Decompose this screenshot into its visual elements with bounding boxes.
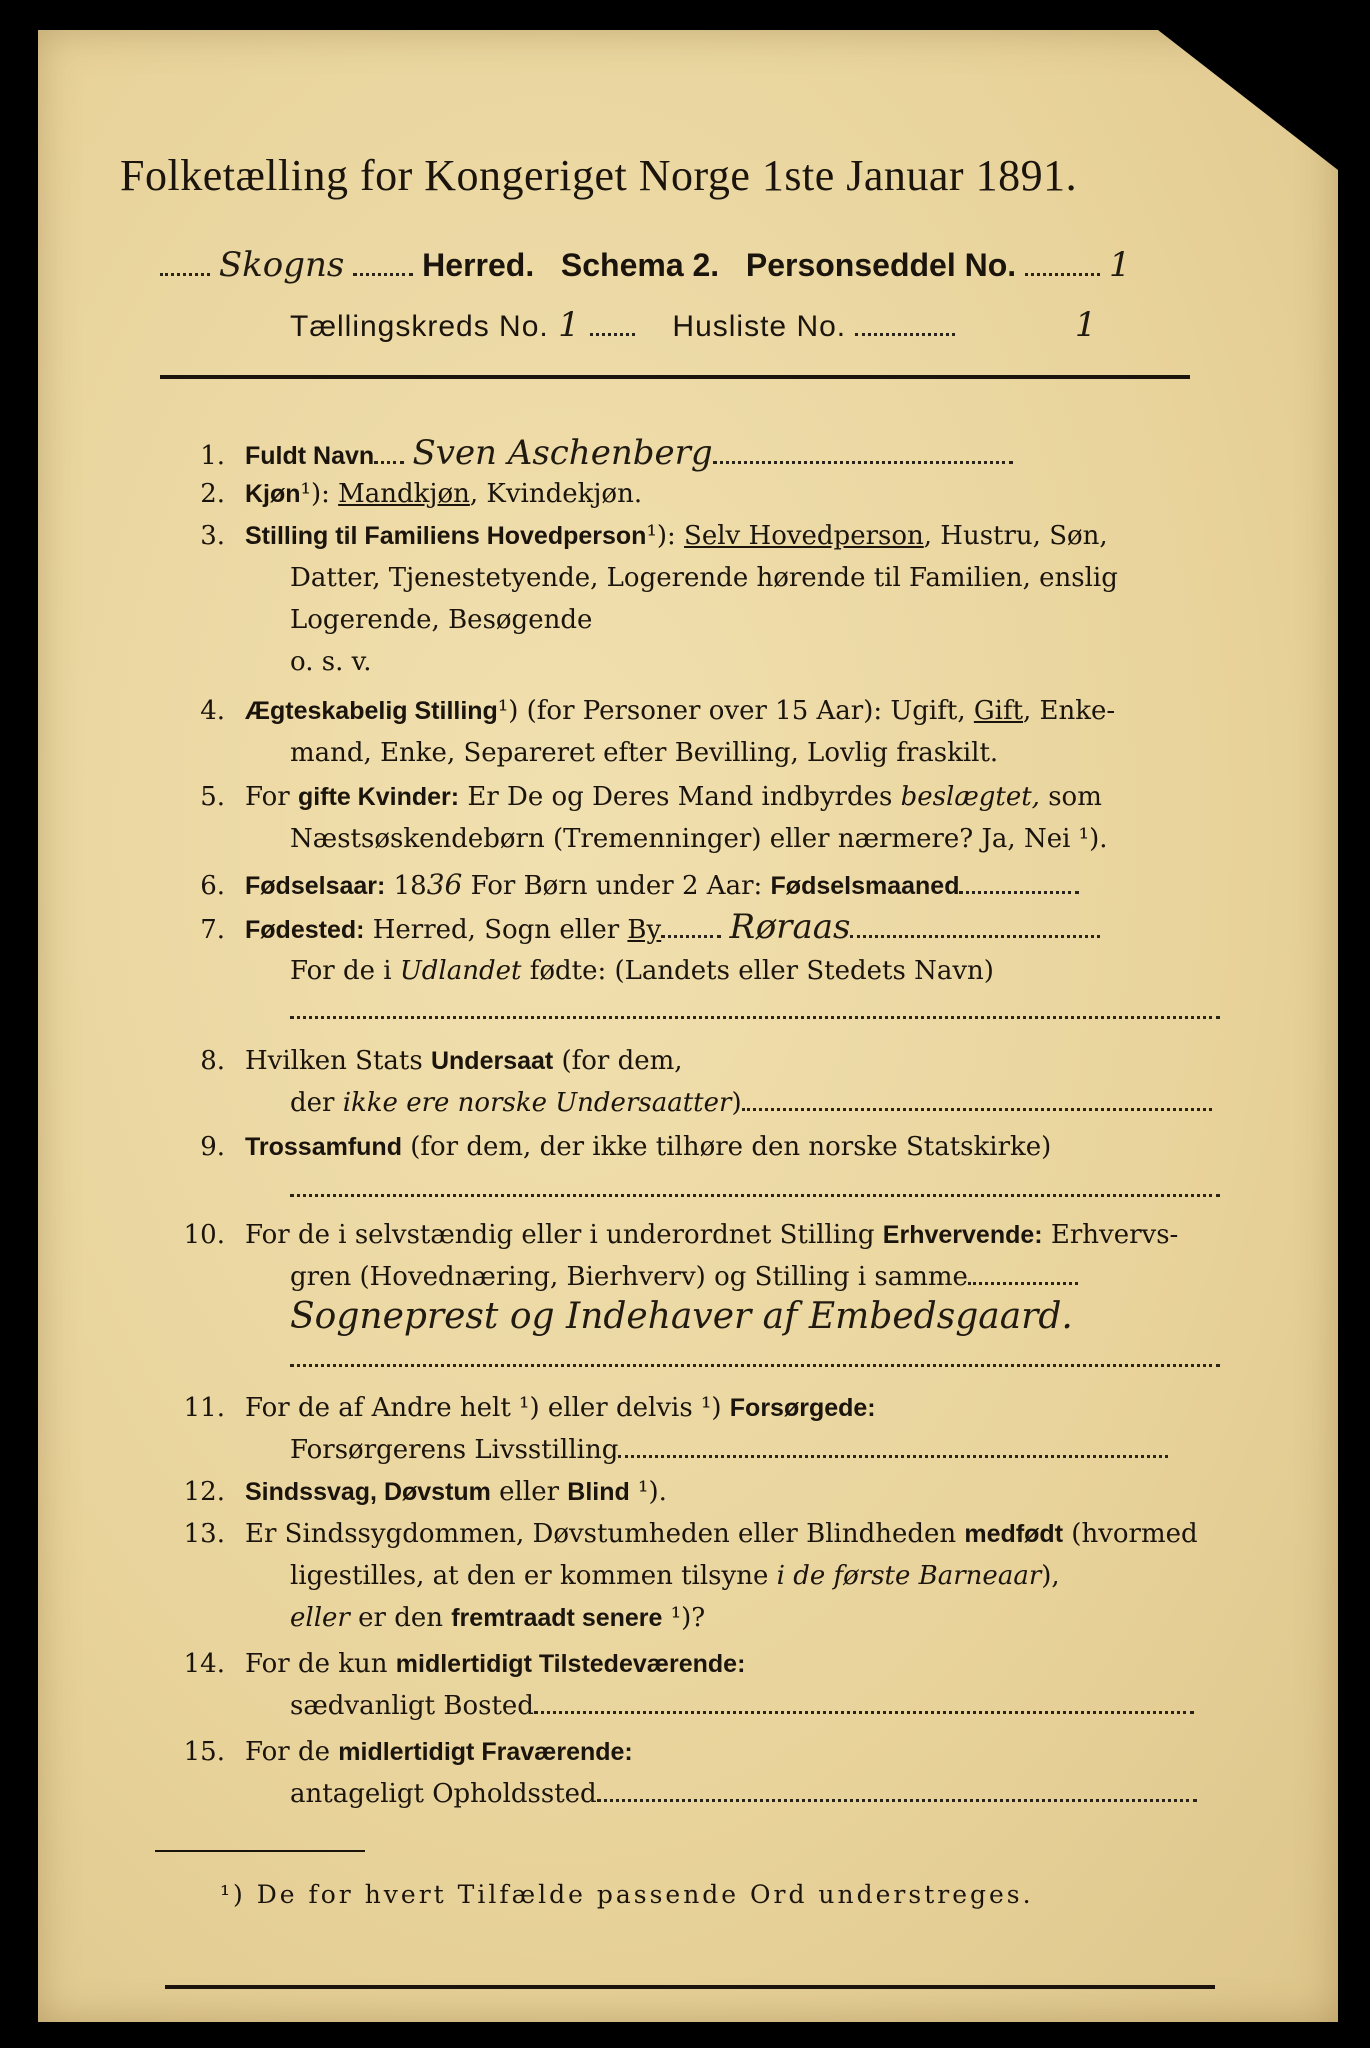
birth-year-value: 36 xyxy=(426,868,463,901)
husliste-label: Husliste No. xyxy=(672,310,847,343)
item-3-line-2: Datter, Tjenestetyende, Logerende hørende til Familien, enslig xyxy=(290,563,1118,593)
husliste-value: 1 xyxy=(1074,305,1098,345)
item-1: 1. Fuldt Navn Sven Aschenberg xyxy=(170,432,1013,477)
item-13-label: medfødt xyxy=(964,1520,1064,1548)
item-1-label: Fuldt Navn xyxy=(245,442,375,470)
item-13-line-3: eller er den fremtraadt senere ¹)? xyxy=(290,1603,706,1633)
footnote-rule xyxy=(155,1850,365,1852)
item-5: 5. For gifte Kvinder: Er De og Deres Mand indbyrdes beslægtet, som xyxy=(200,782,1102,812)
item-4-line-2: mand, Enke, Separeret efter Bevilling, Lovlig fraskilt. xyxy=(290,738,999,768)
family-position-selected: Selv Hovedperson xyxy=(684,521,924,551)
herred-label: Herred. xyxy=(422,247,535,283)
item-11: 11. For de af Andre helt ¹) eller delvis ¹) Forsørgede: xyxy=(183,1393,876,1423)
sex-selected: Mandkjøn xyxy=(338,479,470,509)
item-10-label: Erhvervende: xyxy=(882,1221,1043,1249)
item-7-label: Fødested: xyxy=(245,916,365,944)
header-rule xyxy=(160,375,1190,379)
item-2: 2. Kjøn¹): Mandkjøn, Kvindekjøn. xyxy=(200,479,643,509)
item-2-label: Kjøn xyxy=(245,480,301,508)
item-10-blank xyxy=(290,1338,1220,1380)
item-3-line-3: Logerende, Besøgende xyxy=(290,605,593,635)
item-5-line-2: Næstsøskendebørn (Tremenninger) eller nærmere? Ja, Nei ¹). xyxy=(290,824,1108,854)
item-7: 7. Fødested: Herred, Sogn eller By Røraas xyxy=(170,906,1100,951)
personseddel-value: 1 xyxy=(1108,245,1131,285)
item-10: 10. For de i selvstændig eller i underordnet Stilling Erhvervende: Erhvervs- xyxy=(183,1220,1179,1250)
item-9-blank xyxy=(290,1168,1220,1210)
occupation-value: Sogneprest og Indehaver af Embedsgaard. xyxy=(290,1296,1073,1337)
item-13: 13. Er Sindssygdommen, Døvstumheden eller Blindheden medfødt (hvormed xyxy=(183,1519,1198,1549)
item-7-blank xyxy=(290,990,1220,1032)
item-5-label: gifte Kvinder: xyxy=(297,783,460,811)
kreds-value: 1 xyxy=(558,305,581,345)
schema-label: Schema 2. xyxy=(560,247,720,283)
item-13-line-2: ligestilles, at den er kommen tilsyne i de første Barneaar), xyxy=(290,1561,1060,1591)
item-12: 12. Sindssvag, Døvstum eller Blind ¹). xyxy=(183,1477,667,1507)
torn-corner xyxy=(1158,30,1338,170)
item-4: 4. Ægteskabelig Stilling¹) (for Personer over 15 Aar): Ugift, Gift, Enke- xyxy=(200,696,1116,726)
occupation-value-row xyxy=(290,1296,1073,1341)
item-11-label: Forsørgede: xyxy=(729,1394,876,1422)
item-7-line-2: For de i Udlandet fødte: (Landets eller Stedets Navn) xyxy=(290,956,994,986)
item-15-label: midlertidigt Fraværende: xyxy=(338,1738,633,1766)
item-14-label: midlertidigt Tilstedeværende: xyxy=(395,1650,746,1678)
bottom-rule xyxy=(165,1985,1215,1989)
item-12-label: Sindssvag, Døvstum xyxy=(245,1478,491,1506)
herred-value: Skogns xyxy=(218,245,345,285)
kreds-row xyxy=(290,305,1097,345)
marital-status-selected: Gift xyxy=(973,696,1024,726)
item-9: 9. Trossamfund (for dem, der ikke tilhøre den norske Statskirke) xyxy=(200,1132,1052,1162)
item-3-label: Stilling til Familiens Hovedperson xyxy=(245,522,647,550)
footnote: ¹) De for hvert Tilfælde passende Ord understreges. xyxy=(220,1880,1034,1909)
item-6: 6. Fødselsaar: 1836 For Børn under 2 Aar: Fødselsmaaned xyxy=(170,864,1079,907)
herred-row xyxy=(160,245,1131,285)
item-14-line-2: sædvanligt Bosted xyxy=(290,1685,1194,1727)
item-10-line-2: gren (Hovednæring, Bierhverv) og Stilling i samme xyxy=(290,1256,1078,1298)
item-3: 3. Stilling til Familiens Hovedperson¹): Selv Hovedperson, Hustru, Søn, xyxy=(200,521,1108,551)
item-6-label: Fødselsaar: xyxy=(245,872,386,900)
form-title: Folketælling for Kongeriget Norge 1ste Januar 1891. xyxy=(120,151,1078,200)
item-15: 15. For de midlertidigt Fraværende: xyxy=(183,1737,633,1767)
item-8: 8. Hvilken Stats Undersaat (for dem, xyxy=(200,1046,683,1076)
item-15-line-2: antageligt Opholdssted xyxy=(290,1773,1197,1815)
item-4-label: Ægteskabelig Stilling xyxy=(245,697,498,725)
kreds-label: Tællingskreds No. xyxy=(290,310,549,343)
item-8-label: Undersaat xyxy=(430,1047,554,1075)
item-3-line-4: o. s. v. xyxy=(290,647,372,677)
personseddel-label: Personseddel No. xyxy=(745,247,1017,283)
item-14: 14. For de kun midlertidigt Tilstedeværende: xyxy=(183,1649,746,1679)
item-11-line-2: Forsørgerens Livsstilling xyxy=(290,1429,1168,1471)
birthplace-value: Røraas xyxy=(729,907,851,947)
item-9-label: Trossamfund xyxy=(245,1133,402,1161)
item-8-line-2: der ikke ere norske Undersaatter) xyxy=(290,1082,1212,1124)
full-name-value: Sven Aschenberg xyxy=(412,433,713,473)
